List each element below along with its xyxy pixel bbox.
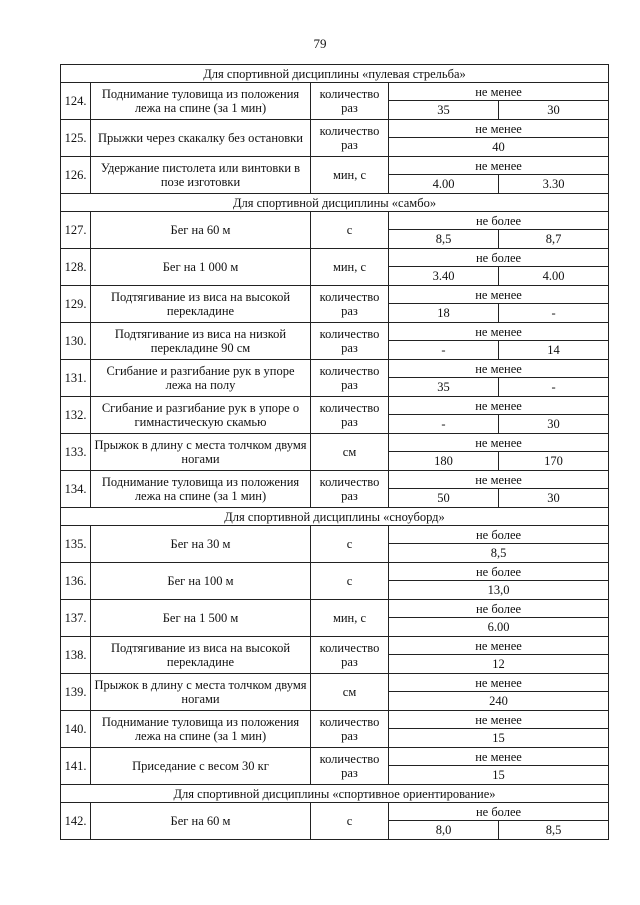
section-header-row <box>61 194 609 212</box>
row-number: 132. <box>61 397 91 434</box>
norm-value-boys: 35 <box>389 378 499 397</box>
unit: количество раз <box>311 637 389 674</box>
section-header-row <box>61 65 609 83</box>
norm-value: 13,0 <box>389 581 609 600</box>
norm-value-girls: - <box>499 378 609 397</box>
exercise-row <box>61 83 609 101</box>
exercise-name: Прыжок в длину с места толчком двумя ногами <box>91 674 311 711</box>
unit: количество раз <box>311 120 389 157</box>
exercise-name: Подтягивание из виса на низкой перекладине 90 см <box>91 323 311 360</box>
row-number: 142. <box>61 803 91 840</box>
norm-value-girls: 14 <box>499 341 609 360</box>
exercise-row <box>61 286 609 304</box>
row-number: 137. <box>61 600 91 637</box>
standards-table <box>60 64 609 840</box>
unit: с <box>311 803 389 840</box>
unit: мин, с <box>311 157 389 194</box>
exercise-row <box>61 120 609 138</box>
unit: количество раз <box>311 711 389 748</box>
norm-value-girls: 30 <box>499 415 609 434</box>
condition: не более <box>389 600 609 618</box>
norm-value-boys: 35 <box>389 101 499 120</box>
row-number: 127. <box>61 212 91 249</box>
condition: не менее <box>389 471 609 489</box>
exercise-row <box>61 637 609 655</box>
row-number: 141. <box>61 748 91 785</box>
condition: не менее <box>389 637 609 655</box>
condition: не более <box>389 526 609 544</box>
section-title: Для спортивной дисциплины «пулевая стрельба» <box>61 65 609 83</box>
exercise-row <box>61 674 609 692</box>
row-number: 133. <box>61 434 91 471</box>
exercise-row <box>61 212 609 230</box>
norm-value: 15 <box>389 766 609 785</box>
exercise-row <box>61 600 609 618</box>
condition: не менее <box>389 83 609 101</box>
exercise-name: Сгибание и разгибание рук в упоре лежа на полу <box>91 360 311 397</box>
exercise-row <box>61 249 609 267</box>
unit: количество раз <box>311 83 389 120</box>
row-number: 128. <box>61 249 91 286</box>
row-number: 140. <box>61 711 91 748</box>
row-number: 131. <box>61 360 91 397</box>
unit: количество раз <box>311 748 389 785</box>
section-title: Для спортивной дисциплины «спортивное ориентирование» <box>61 785 609 803</box>
condition: не более <box>389 803 609 821</box>
condition: не менее <box>389 397 609 415</box>
unit: см <box>311 674 389 711</box>
row-number: 130. <box>61 323 91 360</box>
exercise-name: Бег на 100 м <box>91 563 311 600</box>
unit: количество раз <box>311 471 389 508</box>
norm-value-girls: 170 <box>499 452 609 471</box>
unit: количество раз <box>311 360 389 397</box>
norm-value-boys: 4.00 <box>389 175 499 194</box>
unit: с <box>311 563 389 600</box>
condition: не менее <box>389 286 609 304</box>
exercise-name: Бег на 30 м <box>91 526 311 563</box>
unit: см <box>311 434 389 471</box>
norm-value-girls: 30 <box>499 101 609 120</box>
condition: не менее <box>389 434 609 452</box>
section-title: Для спортивной дисциплины «самбо» <box>61 194 609 212</box>
unit: с <box>311 212 389 249</box>
norm-value-girls: - <box>499 304 609 323</box>
exercise-name: Прыжки через скакалку без остановки <box>91 120 311 157</box>
exercise-name: Бег на 1 500 м <box>91 600 311 637</box>
unit: количество раз <box>311 286 389 323</box>
norm-value-girls: 3.30 <box>499 175 609 194</box>
norm-value-boys: - <box>389 341 499 360</box>
section-header-row <box>61 785 609 803</box>
norm-value-girls: 8,5 <box>499 821 609 840</box>
unit: количество раз <box>311 323 389 360</box>
exercise-name: Прыжок в длину с места толчком двумя ногами <box>91 434 311 471</box>
exercise-name: Бег на 60 м <box>91 803 311 840</box>
row-number: 124. <box>61 83 91 120</box>
exercise-row <box>61 360 609 378</box>
norm-value-boys: 180 <box>389 452 499 471</box>
norm-value-girls: 30 <box>499 489 609 508</box>
exercise-name: Поднимание туловища из положения лежа на спине (за 1 мин) <box>91 711 311 748</box>
norm-value-boys: 8,0 <box>389 821 499 840</box>
condition: не более <box>389 249 609 267</box>
exercise-row <box>61 434 609 452</box>
norm-value-boys: 3.40 <box>389 267 499 286</box>
section-header-row <box>61 508 609 526</box>
row-number: 134. <box>61 471 91 508</box>
norm-value-girls: 4.00 <box>499 267 609 286</box>
norm-value-girls: 8,7 <box>499 230 609 249</box>
exercise-name: Удержание пистолета или винтовки в позе изготовки <box>91 157 311 194</box>
exercise-name: Подтягивание из виса на высокой перекладине <box>91 286 311 323</box>
exercise-row <box>61 397 609 415</box>
page-number: 79 <box>313 36 327 51</box>
unit: мин, с <box>311 600 389 637</box>
unit: с <box>311 526 389 563</box>
exercise-row <box>61 157 609 175</box>
exercise-name: Поднимание туловища из положения лежа на спине (за 1 мин) <box>91 83 311 120</box>
norm-value: 240 <box>389 692 609 711</box>
row-number: 135. <box>61 526 91 563</box>
norm-value: 12 <box>389 655 609 674</box>
exercise-row <box>61 748 609 766</box>
norm-value: 40 <box>389 138 609 157</box>
condition: не менее <box>389 323 609 341</box>
exercise-name: Подтягивание из виса на высокой перекладине <box>91 637 311 674</box>
exercise-name: Поднимание туловища из положения лежа на спине (за 1 мин) <box>91 471 311 508</box>
norm-value: 15 <box>389 729 609 748</box>
row-number: 129. <box>61 286 91 323</box>
row-number: 138. <box>61 637 91 674</box>
exercise-name: Сгибание и разгибание рук в упоре о гимнастическую скамью <box>91 397 311 434</box>
exercise-row <box>61 803 609 821</box>
row-number: 126. <box>61 157 91 194</box>
exercise-row <box>61 526 609 544</box>
condition: не более <box>389 563 609 581</box>
condition: не менее <box>389 711 609 729</box>
exercise-row <box>61 471 609 489</box>
section-title: Для спортивной дисциплины «сноуборд» <box>61 508 609 526</box>
norm-value: 6.00 <box>389 618 609 637</box>
unit: мин, с <box>311 249 389 286</box>
norm-value-boys: 50 <box>389 489 499 508</box>
exercise-row <box>61 323 609 341</box>
row-number: 125. <box>61 120 91 157</box>
norm-value-boys: 18 <box>389 304 499 323</box>
row-number: 139. <box>61 674 91 711</box>
condition: не менее <box>389 120 609 138</box>
condition: не более <box>389 212 609 230</box>
exercise-name: Приседание с весом 30 кг <box>91 748 311 785</box>
condition: не менее <box>389 674 609 692</box>
exercise-row <box>61 711 609 729</box>
norm-value: 8,5 <box>389 544 609 563</box>
exercise-name: Бег на 1 000 м <box>91 249 311 286</box>
norm-value-boys: 8,5 <box>389 230 499 249</box>
unit: количество раз <box>311 397 389 434</box>
norm-value-boys: - <box>389 415 499 434</box>
exercise-row <box>61 563 609 581</box>
exercise-name: Бег на 60 м <box>91 212 311 249</box>
row-number: 136. <box>61 563 91 600</box>
condition: не менее <box>389 360 609 378</box>
condition: не менее <box>389 748 609 766</box>
condition: не менее <box>389 157 609 175</box>
